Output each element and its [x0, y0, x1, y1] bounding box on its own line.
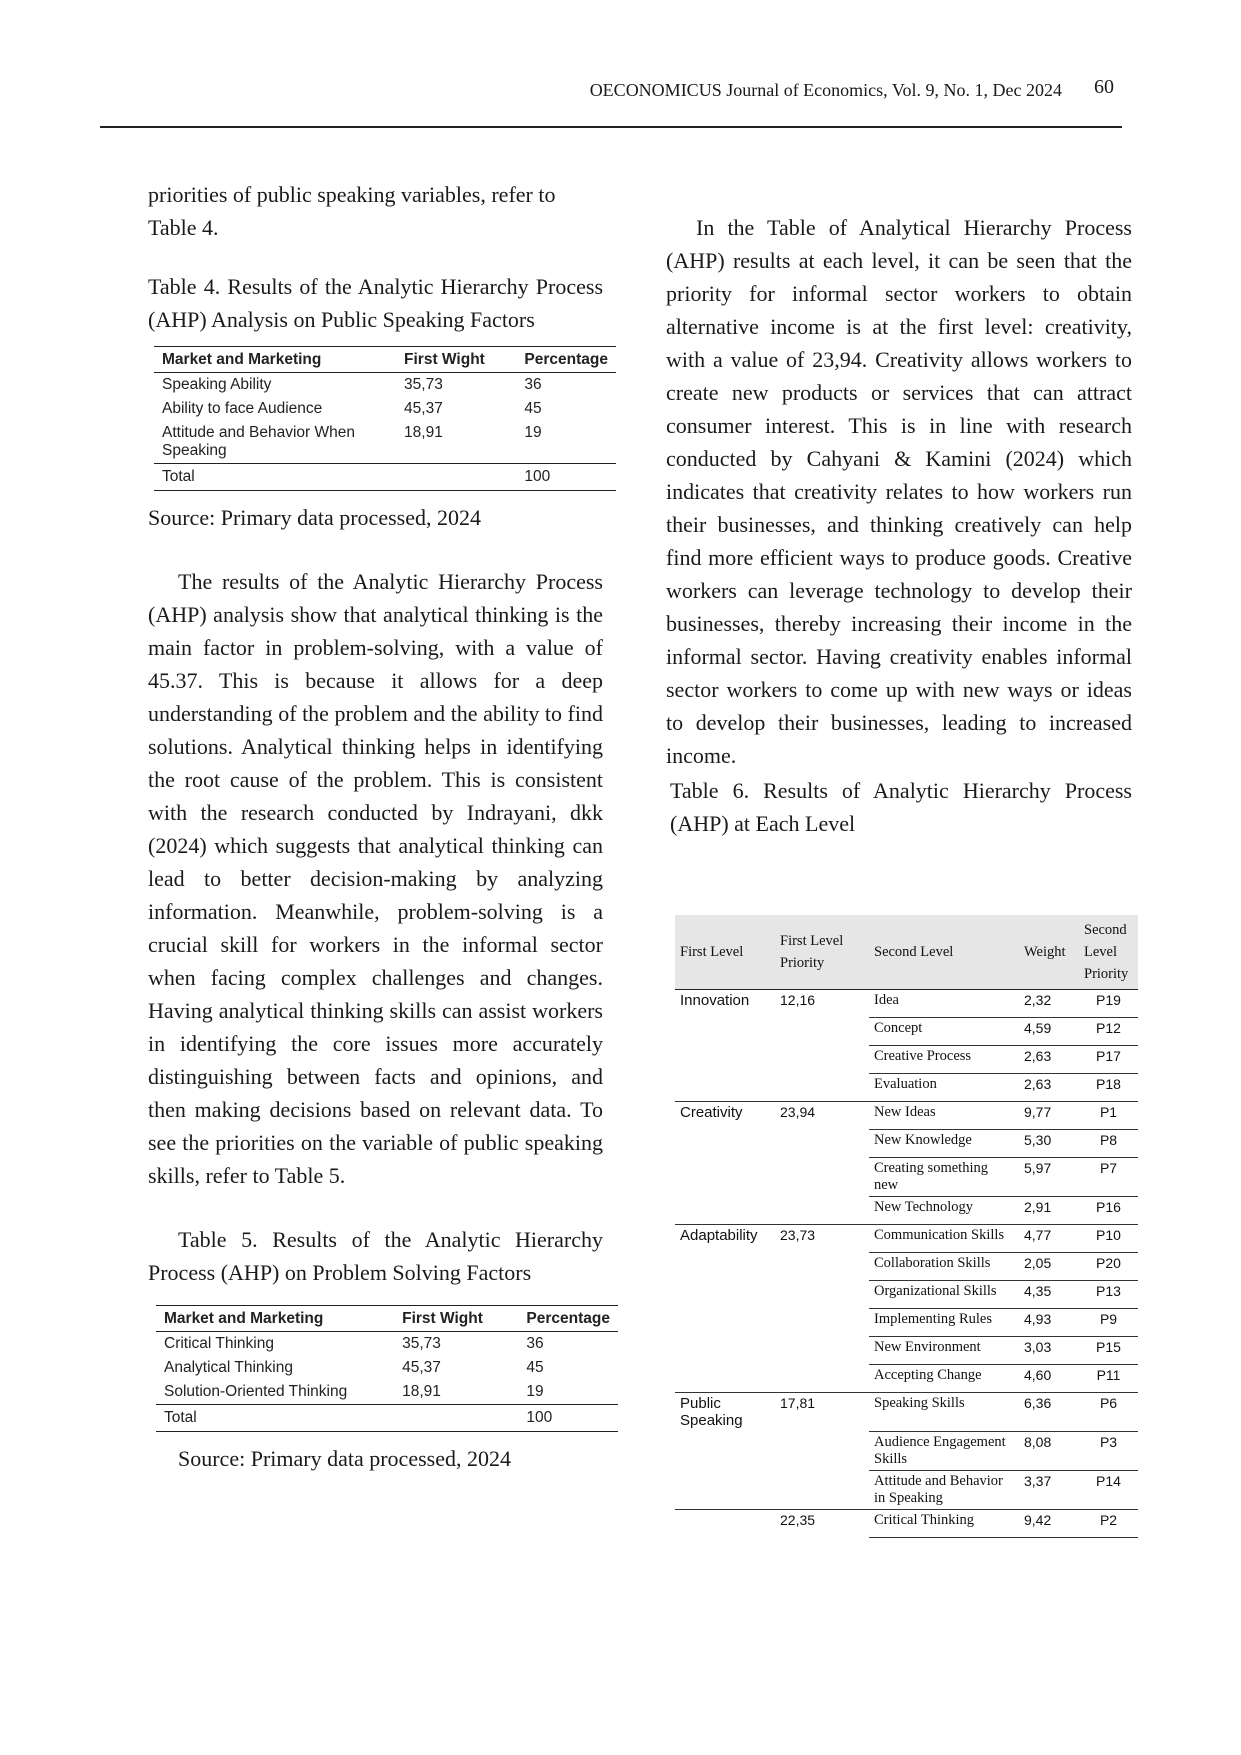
table4-header-percentage: Percentage [516, 347, 616, 373]
page-number: 60 [1094, 76, 1114, 98]
table-row [156, 1356, 618, 1380]
first-level-priority-cell [775, 1197, 869, 1225]
second-level-cell: New Technology [869, 1197, 1019, 1225]
table-cell: 35,73 [402, 1335, 441, 1352]
first-level-priority-cell [775, 1281, 869, 1309]
table-cell: 36 [524, 376, 542, 393]
table-cell: Speaking Ability [162, 376, 272, 393]
table-6 [675, 915, 1138, 1538]
first-level-priority-cell: 23,73 [775, 1225, 869, 1253]
second-level-priority-cell: P2 [1079, 1509, 1138, 1537]
first-level-cell [675, 1158, 775, 1197]
first-level-priority-cell [775, 1046, 869, 1074]
table-row [675, 990, 1138, 1018]
first-level-priority-cell [775, 1309, 869, 1337]
table4-source: Source: Primary data processed, 2024 [148, 505, 481, 530]
second-level-priority-cell: P20 [1079, 1253, 1138, 1281]
first-level-cell [675, 1281, 775, 1309]
table-row [675, 1046, 1138, 1074]
weight-cell: 2,05 [1019, 1253, 1079, 1281]
table-cell: 45,37 [402, 1359, 441, 1376]
first-level-priority-cell [775, 1431, 869, 1470]
weight-cell: 2,32 [1019, 990, 1079, 1018]
weight-cell: 4,93 [1019, 1309, 1079, 1337]
table-cell: 19 [526, 1383, 544, 1400]
first-level-priority-cell [775, 1470, 869, 1509]
second-level-priority-cell: P14 [1079, 1470, 1138, 1509]
second-level-priority-cell: P6 [1079, 1393, 1138, 1432]
second-level-priority-cell: P17 [1079, 1046, 1138, 1074]
table-row [675, 1158, 1138, 1197]
table-row [675, 1253, 1138, 1281]
second-level-priority-cell: P12 [1079, 1018, 1138, 1046]
table-cell [394, 1405, 518, 1432]
table4-header-market: Market and Marketing [154, 347, 396, 373]
second-level-priority-cell: P13 [1079, 1281, 1138, 1309]
table-cell: 18,91 [404, 424, 443, 441]
weight-cell: 2,63 [1019, 1074, 1079, 1102]
weight-cell: 9,42 [1019, 1509, 1079, 1537]
first-level-cell [675, 1431, 775, 1470]
table-row [675, 1470, 1138, 1509]
table-row [675, 1309, 1138, 1337]
table-row [154, 397, 616, 421]
table5-header-market: Market and Marketing [156, 1306, 394, 1332]
right-column [666, 211, 1132, 840]
table-5 [156, 1305, 618, 1432]
table-row [156, 1380, 618, 1405]
second-level-cell: Speaking Skills [869, 1393, 1019, 1432]
table5-source: Source: Primary data processed, 2024 [178, 1446, 511, 1471]
second-level-priority-cell: P3 [1079, 1431, 1138, 1470]
table-4 [154, 346, 616, 491]
table-cell: 19 [524, 424, 542, 441]
table-row [675, 1337, 1138, 1365]
second-level-cell: Collaboration Skills [869, 1253, 1019, 1281]
second-level-cell: Organizational Skills [869, 1281, 1019, 1309]
second-level-priority-cell: P7 [1079, 1158, 1138, 1197]
second-level-priority-cell: P1 [1079, 1102, 1138, 1130]
right-paragraph: In the Table of Analytical Hierarchy Process (AHP) results at each level, it can be seen that the priority for informal sector workers to obtain alternative income is at the first level: creativity, with a value of 23,94. Creativity allows workers to create new products or services that can attract consumer interest. This is in line with research conducted by Cahyani & Kamini (2024) which indicates that creativity relates to how workers run their businesses, and thinking creatively can help find more efficient ways to produce goods. Creative workers can leverage technology to develop their businesses, thereby increasing their income in the informal sector. Having creativity enables informal sector workers to come up with new ways or ideas to develop their businesses, leading to increased income. [666, 215, 1132, 768]
table-cell: 36 [526, 1335, 544, 1352]
second-level-priority-cell: P16 [1079, 1197, 1138, 1225]
first-level-priority-cell [775, 1365, 869, 1393]
first-level-cell [675, 1046, 775, 1074]
table-cell: 18,91 [402, 1383, 441, 1400]
table-row [675, 1225, 1138, 1253]
table-cell: Total [154, 464, 396, 491]
table6-header-first-level-priority: First Level Priority [775, 915, 869, 990]
first-level-cell: Public Speaking [675, 1393, 775, 1432]
table-row [675, 1102, 1138, 1130]
first-level-cell [675, 1130, 775, 1158]
second-level-cell: Critical Thinking [869, 1509, 1019, 1537]
second-level-priority-cell: P8 [1079, 1130, 1138, 1158]
second-level-priority-cell: P11 [1079, 1365, 1138, 1393]
table6-header-weight: Weight [1019, 915, 1079, 990]
table6-header-second-level-priority: Second Level Priority [1079, 915, 1138, 990]
table-cell: Analytical Thinking [164, 1359, 293, 1376]
first-level-cell: Innovation [675, 990, 775, 1018]
second-level-cell: Communication Skills [869, 1225, 1019, 1253]
weight-cell: 2,63 [1019, 1046, 1079, 1074]
table-cell: 35,73 [404, 376, 443, 393]
table6-header-first-level: First Level [675, 915, 775, 990]
second-level-cell: Evaluation [869, 1074, 1019, 1102]
table-row [675, 1074, 1138, 1102]
table-cell: Ability to face Audience [162, 400, 323, 417]
table-total-row [156, 1405, 618, 1432]
weight-cell: 4,59 [1019, 1018, 1079, 1046]
first-level-cell: Adaptability [675, 1225, 775, 1253]
second-level-cell: New Ideas [869, 1102, 1019, 1130]
table-cell: 45 [524, 400, 542, 417]
first-level-priority-cell [775, 1130, 869, 1158]
second-level-cell: Implementing Rules [869, 1309, 1019, 1337]
left-column [148, 178, 610, 1475]
second-level-cell: Creating something new [869, 1158, 1019, 1197]
first-level-priority-cell: 23,94 [775, 1102, 869, 1130]
second-level-cell: Idea [869, 990, 1019, 1018]
first-level-priority-cell [775, 1253, 869, 1281]
table-row [156, 1332, 618, 1357]
journal-name: OECONOMICUS Journal of Economics, Vol. 9, No. 1, Dec 2024 [589, 80, 1062, 100]
first-level-cell [675, 1074, 775, 1102]
table-cell: 45 [526, 1359, 544, 1376]
second-level-cell: New Knowledge [869, 1130, 1019, 1158]
table-row [154, 421, 616, 464]
table6-header-second-level: Second Level [869, 915, 1019, 990]
second-level-priority-cell: P9 [1079, 1309, 1138, 1337]
first-level-cell [675, 1197, 775, 1225]
first-level-priority-cell [775, 1337, 869, 1365]
weight-cell: 4,35 [1019, 1281, 1079, 1309]
table-cell: Total [156, 1405, 394, 1432]
table-cell: Attitude and Behavior When Speaking [162, 424, 356, 459]
first-level-cell [675, 1309, 775, 1337]
weight-cell: 6,36 [1019, 1393, 1079, 1432]
weight-cell: 5,30 [1019, 1130, 1079, 1158]
weight-cell: 4,77 [1019, 1225, 1079, 1253]
second-level-priority-cell: P19 [1079, 990, 1138, 1018]
first-level-cell [675, 1365, 775, 1393]
table-row [154, 373, 616, 398]
weight-cell: 8,08 [1019, 1431, 1079, 1470]
table-row [675, 1130, 1138, 1158]
table5-header-percentage: Percentage [518, 1306, 618, 1332]
intro-text: priorities of public speaking variables, refer to Table 4. [148, 182, 556, 240]
table-cell [396, 464, 516, 491]
second-level-cell: Audience Engagement Skills [869, 1431, 1019, 1470]
first-level-priority-cell [775, 1158, 869, 1197]
second-level-priority-cell: P10 [1079, 1225, 1138, 1253]
first-level-cell [675, 1470, 775, 1509]
weight-cell: 5,97 [1019, 1158, 1079, 1197]
weight-cell: 3,03 [1019, 1337, 1079, 1365]
weight-cell: 9,77 [1019, 1102, 1079, 1130]
table4-header-weight: First Wight [396, 347, 516, 373]
second-level-cell: Accepting Change [869, 1365, 1019, 1393]
table-cell: 100 [516, 464, 616, 491]
table-row [675, 1509, 1138, 1537]
first-level-cell: Creativity [675, 1102, 775, 1130]
first-level-priority-cell [775, 1074, 869, 1102]
table-cell: 45,37 [404, 400, 443, 417]
weight-cell: 2,91 [1019, 1197, 1079, 1225]
first-level-priority-cell: 22,35 [775, 1509, 869, 1537]
first-level-cell [675, 1253, 775, 1281]
second-level-cell: Concept [869, 1018, 1019, 1046]
second-level-priority-cell: P15 [1079, 1337, 1138, 1365]
table5-header-weight: First Wight [394, 1306, 518, 1332]
running-header [100, 76, 1122, 128]
first-level-cell [675, 1018, 775, 1046]
first-level-cell [675, 1337, 775, 1365]
first-level-cell [675, 1509, 775, 1537]
table-row [675, 1281, 1138, 1309]
table6-caption: Table 6. Results of Analytic Hierarchy Process (AHP) at Each Level [670, 778, 1132, 836]
second-level-priority-cell: P18 [1079, 1074, 1138, 1102]
table-cell: Solution-Oriented Thinking [164, 1383, 348, 1400]
table5-caption: Table 5. Results of the Analytic Hierarchy Process (AHP) on Problem Solving Factors [148, 1227, 603, 1285]
table-total-row [154, 464, 616, 491]
table-row [675, 1365, 1138, 1393]
table-row [675, 1431, 1138, 1470]
table-cell: Critical Thinking [164, 1335, 274, 1352]
second-level-cell: Creative Process [869, 1046, 1019, 1074]
second-level-cell: Attitude and Behavior in Speaking [869, 1470, 1019, 1509]
first-level-priority-cell: 17,81 [775, 1393, 869, 1432]
left-paragraph: The results of the Analytic Hierarchy Process (AHP) analysis show that analytical thinking is the main factor in problem-solving, with a value of 45.37. This is because it allows for a deep understanding of the problem and the ability to find solutions. Analytical thinking helps in identifying the root cause of the problem. This is consistent with the research conducted by Indrayani, dkk (2024) which suggests that analytical thinking can lead to better decision-making by analyzing information. Meanwhile, problem-solving is a crucial skill for workers in the informal sector when facing complex challenges and changes. Having analytical thinking skills can assist workers in identifying the core issues more accurately distinguishing between facts and opinions, and then making decisions based on relevant data. To see the priorities on the variable of public speaking skills, refer to Table 5. [148, 569, 603, 1188]
first-level-priority-cell [775, 1018, 869, 1046]
weight-cell: 3,37 [1019, 1470, 1079, 1509]
first-level-priority-cell: 12,16 [775, 990, 869, 1018]
table-row [675, 1393, 1138, 1432]
table-cell: 100 [518, 1405, 618, 1432]
table-row [675, 1018, 1138, 1046]
table4-caption: Table 4. Results of the Analytic Hierarchy Process (AHP) Analysis on Public Speaking Factors [148, 274, 603, 332]
table6-body [675, 990, 1138, 1538]
weight-cell: 4,60 [1019, 1365, 1079, 1393]
table-row [675, 1197, 1138, 1225]
second-level-cell: New Environment [869, 1337, 1019, 1365]
